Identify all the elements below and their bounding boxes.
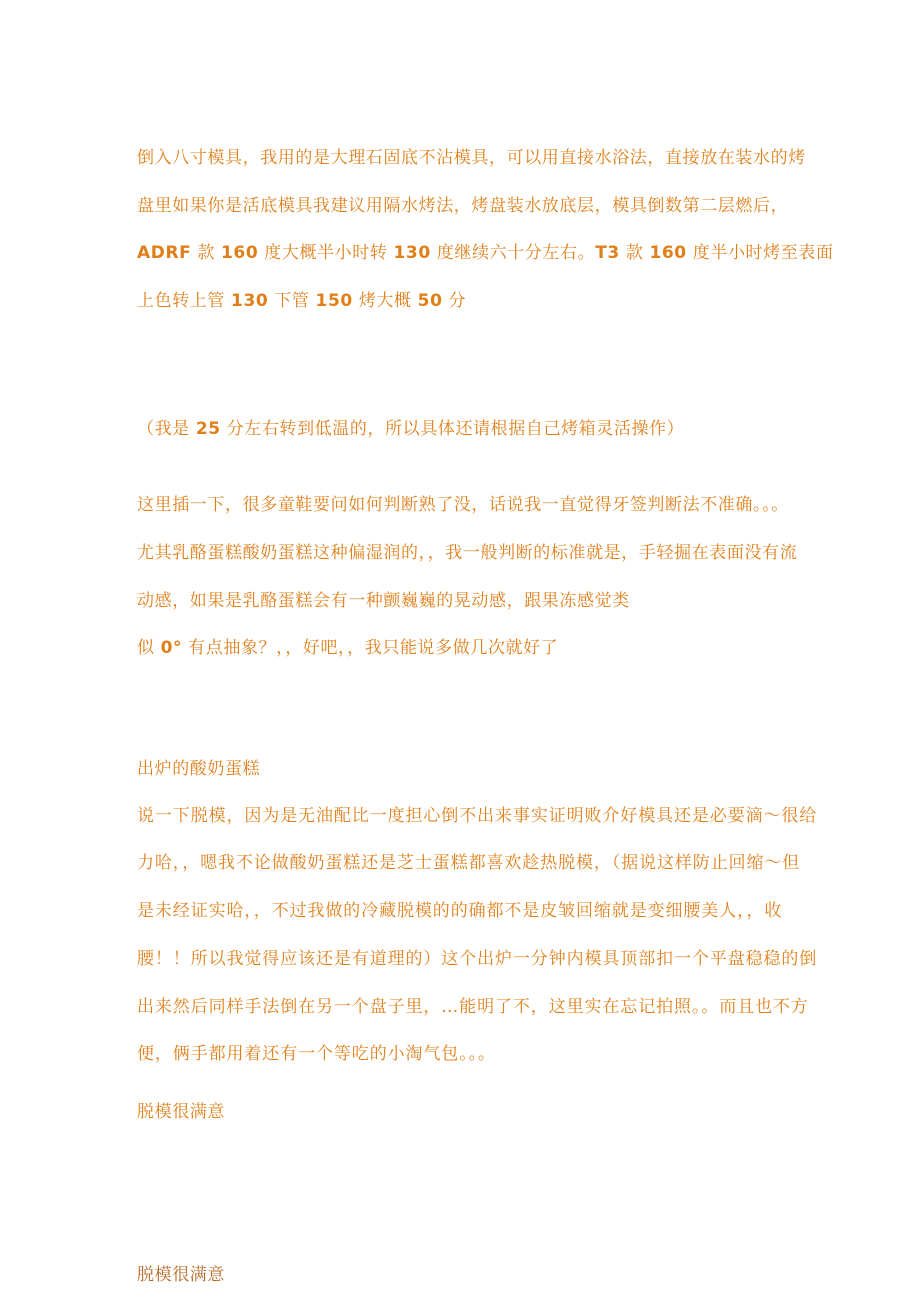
temperature-value: 160	[220, 243, 259, 263]
paragraph-2-line-1: 这里插一下，很多童鞋要问如何判断熟了没，话说我一直觉得牙签判断法不准确。。。	[137, 495, 789, 515]
paragraph-3-line-3: 是未经证实哈，，不过我做的冷藏脱模的的确都不是皮皱回缩就是变细腰美人，，收	[137, 901, 783, 921]
text-segment: 上色转上管	[137, 291, 232, 311]
paragraph-2-line-3: 动感，如果是乳酪蛋糕会有一种颤巍巍的晃动感，跟果冻感觉类	[137, 591, 630, 611]
text-segment: 度继续六十分左右。	[430, 243, 596, 263]
paragraph-3-line-6: 便，俩手都用着还有一个等吃的小淘气包。。。	[137, 1044, 496, 1064]
text-segment: 分	[442, 291, 467, 311]
text-segment: 有点抽象？，，好吧，，我只能说多做几次就好了	[182, 638, 559, 658]
temperature-value: 150	[315, 291, 353, 311]
degree-value: 0°	[160, 638, 183, 658]
time-value: 50	[417, 291, 443, 311]
text-segment: 度大概半小时转	[258, 243, 394, 263]
paragraph-1-line-4	[137, 290, 466, 312]
note-line	[137, 418, 684, 440]
caption-out-of-oven: 出炉的酸奶蛋糕	[137, 759, 261, 779]
text-segment: 烤大概	[352, 291, 418, 311]
text-segment: 似	[137, 638, 161, 658]
paragraph-3-line-2: 力哈，，嗯我不论做酸奶蛋糕还是芝士蛋糕都喜欢趁热脱模，（据说这样防止回缩～但	[137, 853, 801, 873]
time-value: 25	[195, 419, 221, 439]
paragraph-1-line-3	[137, 242, 834, 264]
paragraph-1-line-1: 倒入八寸模具，我用的是大理石固底不沾模具，可以用直接水浴法，直接放在装水的烤	[137, 148, 806, 168]
oven-model-adrf: ADRF	[137, 243, 192, 263]
text-segment: 下管	[268, 291, 316, 311]
paragraph-3-line-1: 说一下脱模，因为是无油配比一度担心倒不出来事实证明败介好模具还是必要滴～很给	[137, 806, 818, 826]
caption-demold-satisfied: 脱模很满意	[137, 1102, 225, 1122]
paragraph-2-line-2: 尤其乳酪蛋糕酸奶蛋糕这种偏湿润的，，我一般判断的标准就是，手轻掘在表面没有流	[137, 543, 798, 563]
temperature-value: 130	[393, 243, 431, 263]
paragraph-1-line-2: 盘里如果你是活底模具我建议用隔水烤法，烤盘装水放底层，模具倒数第二层燃后，	[137, 196, 789, 216]
text-segment: 款	[191, 243, 221, 263]
temperature-value: 160	[649, 243, 687, 263]
text-segment: （我是	[137, 419, 196, 439]
oven-model-t3: T3	[595, 243, 620, 263]
paragraph-2-line-4	[137, 637, 558, 659]
paragraph-3-line-4: 腰！！所以我觉得应该还是有道理的）这个出炉一分钟内模具顶部扣一个平盘稳稳的倒	[137, 949, 818, 969]
text-segment: 度半小时烤至表面	[686, 243, 834, 263]
caption-demold-satisfied-2: 脱模很满意	[137, 1265, 225, 1285]
text-segment: 分左右转到低温的，所以具体还请根据自己烤箱灵活操作）	[220, 419, 685, 439]
text-segment: 款	[619, 243, 650, 263]
temperature-value: 130	[231, 291, 269, 311]
paragraph-3-line-5: 出来然后同样手法倒在另一个盘子里，…能明了不，这里实在忘记拍照。。而且也不方	[137, 997, 809, 1017]
